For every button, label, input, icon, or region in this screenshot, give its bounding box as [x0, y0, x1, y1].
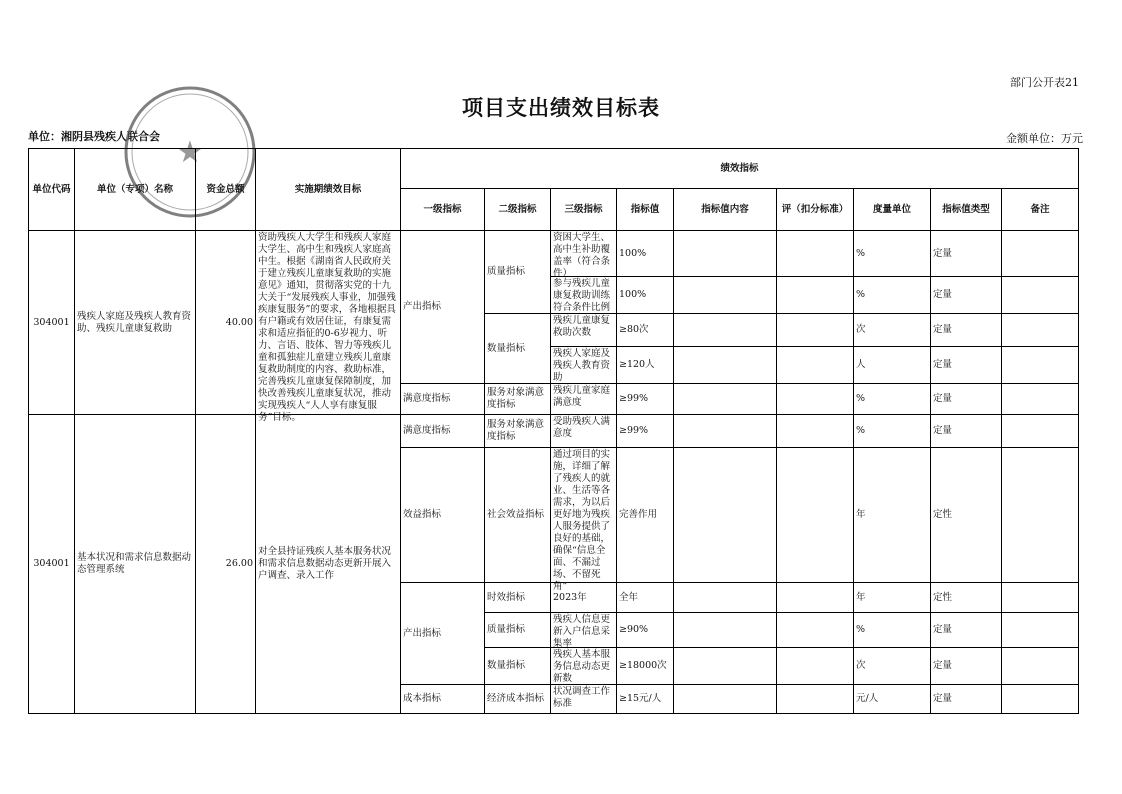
p1-unit: %	[854, 277, 931, 314]
header-performance: 绩效指标	[401, 149, 1079, 189]
p2-level3: 通过项目的实施，详细了解了残疾人的就业、生活等各需求，为以后更好地为残疾人服务提供了良好的基础，确保“信息全面、不漏过场、不留死角”	[551, 448, 617, 583]
p2-level1: 成本指标	[401, 685, 485, 714]
p2-criteria	[777, 415, 854, 448]
p1-value: 100%	[617, 277, 674, 314]
p2-level3: 残疾人信息更新入户信息采集率	[551, 613, 617, 648]
p1-criteria	[777, 314, 854, 347]
p2-content	[674, 448, 777, 583]
p2-content	[674, 583, 777, 613]
p1-note	[1002, 384, 1079, 415]
p1-unit: %	[854, 384, 931, 415]
p1-level2: 数量指标	[485, 314, 551, 384]
p1-value: ≥120人	[617, 347, 674, 384]
p2-note	[1002, 648, 1079, 685]
p2-type: 定性	[931, 448, 1002, 583]
header-value: 指标值	[617, 189, 674, 231]
p1-type: 定量	[931, 384, 1002, 415]
p1-level1: 产出指标	[401, 231, 485, 384]
p1-level3: 资困大学生、高中生补助覆盖率（符合条件）	[551, 231, 617, 277]
form-number: 部门公开表21	[1010, 76, 1079, 89]
p2-criteria	[777, 583, 854, 613]
p2-criteria	[777, 613, 854, 648]
p2-value: ≥15元/人	[617, 685, 674, 714]
p2-content	[674, 685, 777, 714]
p1-type: 定量	[931, 347, 1002, 384]
svg-text:★: ★	[176, 135, 204, 170]
performance-table	[28, 148, 1079, 714]
project1-name: 残疾人家庭及残疾人教育资助、残疾儿童康复救助	[75, 231, 196, 415]
project1-code: 304001	[29, 231, 75, 415]
p1-level1: 满意度指标	[401, 384, 485, 415]
p2-type: 定量	[931, 648, 1002, 685]
header-level1: 一级指标	[401, 189, 485, 231]
p2-value: 全年	[617, 583, 674, 613]
p2-level2: 数量指标	[485, 648, 551, 685]
p2-unit: 年	[854, 583, 931, 613]
p1-criteria	[777, 347, 854, 384]
p2-level2: 社会效益指标	[485, 448, 551, 583]
header-unit: 度量单位	[854, 189, 931, 231]
p2-unit: 年	[854, 448, 931, 583]
p1-criteria	[777, 231, 854, 277]
project2-goal: 对全县持证残疾人基本服务状况和需求信息数据动态更新开展入户调查、录入工作	[256, 415, 401, 714]
p2-content	[674, 648, 777, 685]
p1-level2: 服务对象满意度指标	[485, 384, 551, 415]
p2-type: 定量	[931, 613, 1002, 648]
p2-criteria	[777, 648, 854, 685]
header-content: 指标值内容	[674, 189, 777, 231]
p2-level1: 满意度指标	[401, 415, 485, 448]
header-name: 单位（专项）名称	[75, 149, 196, 231]
p2-value: ≥90%	[617, 613, 674, 648]
p2-unit: 元/人	[854, 685, 931, 714]
header-fund: 资金总额	[196, 149, 256, 231]
p2-level3: 2023年	[551, 583, 617, 613]
p1-level3: 残疾人家庭及残疾人教育资助	[551, 347, 617, 384]
p2-level1: 效益指标	[401, 448, 485, 583]
p1-level2: 质量指标	[485, 231, 551, 314]
p1-type: 定量	[931, 314, 1002, 347]
project2-name: 基本状况和需求信息数据动态管理系统	[75, 415, 196, 714]
p2-type: 定性	[931, 583, 1002, 613]
p2-content	[674, 415, 777, 448]
p2-level2: 经济成本指标	[485, 685, 551, 714]
p1-content	[674, 384, 777, 415]
p1-criteria	[777, 384, 854, 415]
p2-note	[1002, 415, 1079, 448]
p2-level2: 服务对象满意度指标	[485, 415, 551, 448]
p2-note	[1002, 685, 1079, 714]
project2-fund: 26.00	[196, 415, 256, 714]
p1-note	[1002, 314, 1079, 347]
project2-code: 304001	[29, 415, 75, 714]
p1-unit: %	[854, 231, 931, 277]
p2-unit: %	[854, 415, 931, 448]
p2-level2: 时效指标	[485, 583, 551, 613]
unit-label: 单位：湘阴县残疾人联合会	[28, 130, 160, 143]
p2-level2: 质量指标	[485, 613, 551, 648]
p2-criteria	[777, 685, 854, 714]
p1-value: ≥99%	[617, 384, 674, 415]
p1-note	[1002, 277, 1079, 314]
p2-value: 完善作用	[617, 448, 674, 583]
p2-value: ≥99%	[617, 415, 674, 448]
p1-value: 100%	[617, 231, 674, 277]
header-note: 备注	[1002, 189, 1079, 231]
header-type: 指标值类型	[931, 189, 1002, 231]
p1-content	[674, 347, 777, 384]
p1-note	[1002, 231, 1079, 277]
header-level3: 三级指标	[551, 189, 617, 231]
p2-level3: 受助残疾人满意度	[551, 415, 617, 448]
p2-type: 定量	[931, 415, 1002, 448]
p1-content	[674, 277, 777, 314]
p2-type: 定量	[931, 685, 1002, 714]
p1-level3: 残疾儿童家庭满意度	[551, 384, 617, 415]
p1-content	[674, 231, 777, 277]
p1-type: 定量	[931, 231, 1002, 277]
p1-level3: 参与残疾儿童康复救助训练符合条件比例	[551, 277, 617, 314]
p1-level3: 残疾儿童康复救助次数	[551, 314, 617, 347]
p2-level3: 残疾人基本服务信息动态更新数	[551, 648, 617, 685]
p2-unit: 次	[854, 648, 931, 685]
p2-value: ≥18000次	[617, 648, 674, 685]
project1-fund: 40.00	[196, 231, 256, 415]
p2-content	[674, 613, 777, 648]
header-level2: 二级指标	[485, 189, 551, 231]
p2-note	[1002, 448, 1079, 583]
p1-type: 定量	[931, 277, 1002, 314]
p1-unit: 次	[854, 314, 931, 347]
amount-unit-label: 金额单位：万元	[1006, 132, 1083, 145]
p1-value: ≥80次	[617, 314, 674, 347]
p2-level3: 状况调查工作标准	[551, 685, 617, 714]
header-criteria: 评（扣分标准）	[777, 189, 854, 231]
header-code: 单位代码	[29, 149, 75, 231]
p1-unit: 人	[854, 347, 931, 384]
header-goal: 实施期绩效目标	[256, 149, 401, 231]
p2-unit: %	[854, 613, 931, 648]
p2-criteria	[777, 448, 854, 583]
p2-level1: 产出指标	[401, 583, 485, 685]
project1-goal: 资助残疾人大学生和残疾人家庭大学生、高中生和残疾人家庭高中生。根据《湖南省人民政府关于建立残疾儿童康复救助的实施意见》通知，贯彻落实党的十九大关于“发展残疾人事业，加强残疾康复服务”的要求，各地根据具有户籍或有效居住证，有康复需求和适应指征的0-6岁视力、听力、言语、肢体、智力等残疾儿童和孤独症儿童建立残疾儿童康复救助制度的内容、救助标准，完善残疾儿童康复保障制度，加快改善残疾儿童康复状况，推动实现残疾人“人人享有康复服务”目标。	[256, 231, 401, 415]
p2-note	[1002, 613, 1079, 648]
p1-content	[674, 314, 777, 347]
p2-note	[1002, 583, 1079, 613]
page-title: 项目支出绩效目标表	[462, 95, 660, 120]
p1-note	[1002, 347, 1079, 384]
p1-criteria	[777, 277, 854, 314]
